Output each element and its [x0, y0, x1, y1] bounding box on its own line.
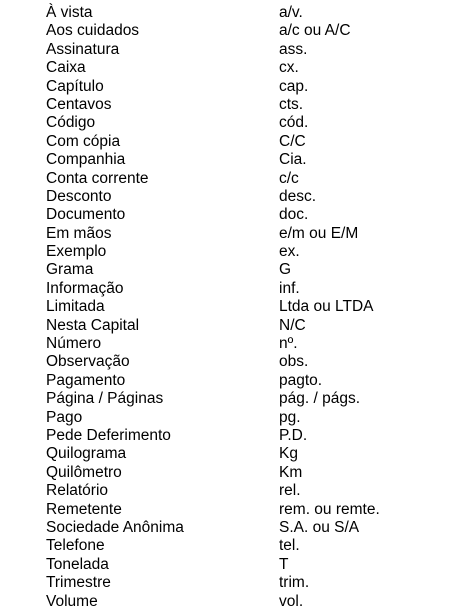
term-text: Caixa [46, 59, 86, 77]
term-text: Página / Páginas [46, 390, 164, 408]
list-item [46, 114, 446, 132]
term-text: Tonelada [46, 555, 109, 573]
abbreviation-text: nº. [279, 335, 298, 353]
term-text: Informação [46, 279, 124, 297]
abbreviation-text: Kg [279, 445, 298, 463]
list-item [46, 501, 446, 519]
term-text: Exemplo [46, 243, 107, 261]
abbreviation-text: a/v. [279, 4, 303, 21]
term-text: Pagamento [46, 371, 126, 389]
term-text: Com cópia [46, 132, 121, 150]
abbreviation-text: inf. [279, 279, 300, 297]
term-text: Volume [46, 592, 98, 610]
list-item [46, 298, 446, 316]
abbreviation-text: ex. [279, 243, 300, 261]
list-item [46, 243, 446, 261]
abbreviation-text: a/c ou A/C [279, 22, 351, 40]
abbreviation-text: cts. [279, 95, 304, 113]
term-text: Número [46, 335, 102, 353]
abbreviation-text: S.A. ou S/A [279, 518, 360, 536]
term-text: Quilômetro [46, 463, 122, 481]
abbreviation-text: rem. ou remte. [279, 500, 380, 518]
abbreviation-text: Cia. [279, 151, 307, 169]
term-text: Telefone [46, 537, 105, 555]
list-item [46, 151, 446, 169]
list-item [46, 519, 446, 537]
list-item [46, 427, 446, 445]
list-item [46, 372, 446, 390]
term-text: Relatório [46, 482, 109, 500]
list-item [46, 133, 446, 151]
abbreviation-text: pág. / págs. [279, 390, 361, 408]
abbreviation-text: desc. [279, 187, 317, 205]
list-item [46, 225, 446, 243]
term-text: Companhia [46, 151, 126, 169]
list-item [46, 593, 446, 611]
abbreviation-text: Km [279, 463, 303, 481]
term-text: Grama [46, 261, 94, 279]
abbreviation-text: Ltda ou LTDA [279, 298, 374, 316]
term-text: Desconto [46, 187, 112, 205]
list-item [46, 482, 446, 500]
abbreviation-text: cap. [279, 77, 309, 95]
list-item [46, 353, 446, 371]
abbreviation-text: c/c [279, 169, 299, 187]
abbreviation-text: C/C [279, 132, 306, 150]
term-text: Sociedade Anônima [46, 518, 184, 536]
term-text: Conta corrente [46, 169, 149, 187]
term-text: Nesta Capital [46, 316, 140, 334]
term-text: Limitada [46, 298, 105, 316]
abbreviation-text: e/m ou E/M [279, 224, 359, 242]
list-item [46, 409, 446, 427]
term-text: Trimestre [46, 574, 111, 592]
term-text: À vista [46, 4, 93, 21]
abbreviation-text: obs. [279, 353, 309, 371]
list-item [46, 537, 446, 555]
list-item [46, 59, 446, 77]
list-item [46, 22, 446, 40]
list-item [46, 445, 446, 463]
list-item [46, 335, 446, 353]
list-item [46, 4, 446, 22]
abbreviation-text: pagto. [279, 371, 323, 389]
term-text: Código [46, 114, 96, 132]
list-item [46, 556, 446, 574]
list-item [46, 78, 446, 96]
abbreviation-text: tel. [279, 537, 300, 555]
abbreviation-text: vol. [279, 592, 304, 610]
abbreviation-text: G [279, 261, 292, 279]
term-text: Assinatura [46, 40, 120, 58]
list-item [46, 261, 446, 279]
list-item [46, 170, 446, 188]
abbreviation-text: rel. [279, 482, 301, 500]
abbreviation-text: trim. [279, 574, 310, 592]
list-item [46, 390, 446, 408]
term-text: Remetente [46, 500, 122, 518]
list-item [46, 206, 446, 224]
term-text: Pede Deferimento [46, 426, 171, 444]
abbreviation-text: N/C [279, 316, 306, 334]
list-item [46, 280, 446, 298]
list-item [46, 317, 446, 335]
list-item [46, 188, 446, 206]
abbreviation-text: doc. [279, 206, 309, 224]
term-text: Observação [46, 353, 130, 371]
abbreviation-list [46, 4, 446, 611]
list-item [46, 41, 446, 59]
term-text: Centavos [46, 95, 112, 113]
abbreviation-text: ass. [279, 40, 308, 58]
abbreviation-text: pg. [279, 408, 301, 426]
term-text: Aos cuidados [46, 22, 140, 40]
list-item [46, 96, 446, 114]
term-text: Quilograma [46, 445, 127, 463]
list-item [46, 574, 446, 592]
abbreviation-text: cód. [279, 114, 309, 132]
term-text: Capítulo [46, 77, 104, 95]
term-text: Pago [46, 408, 83, 426]
abbreviation-text: cx. [279, 59, 299, 77]
abbreviation-text: P.D. [279, 426, 308, 444]
abbreviation-text: T [279, 555, 289, 573]
list-item [46, 464, 446, 482]
term-text: Documento [46, 206, 126, 224]
term-text: Em mãos [46, 224, 112, 242]
